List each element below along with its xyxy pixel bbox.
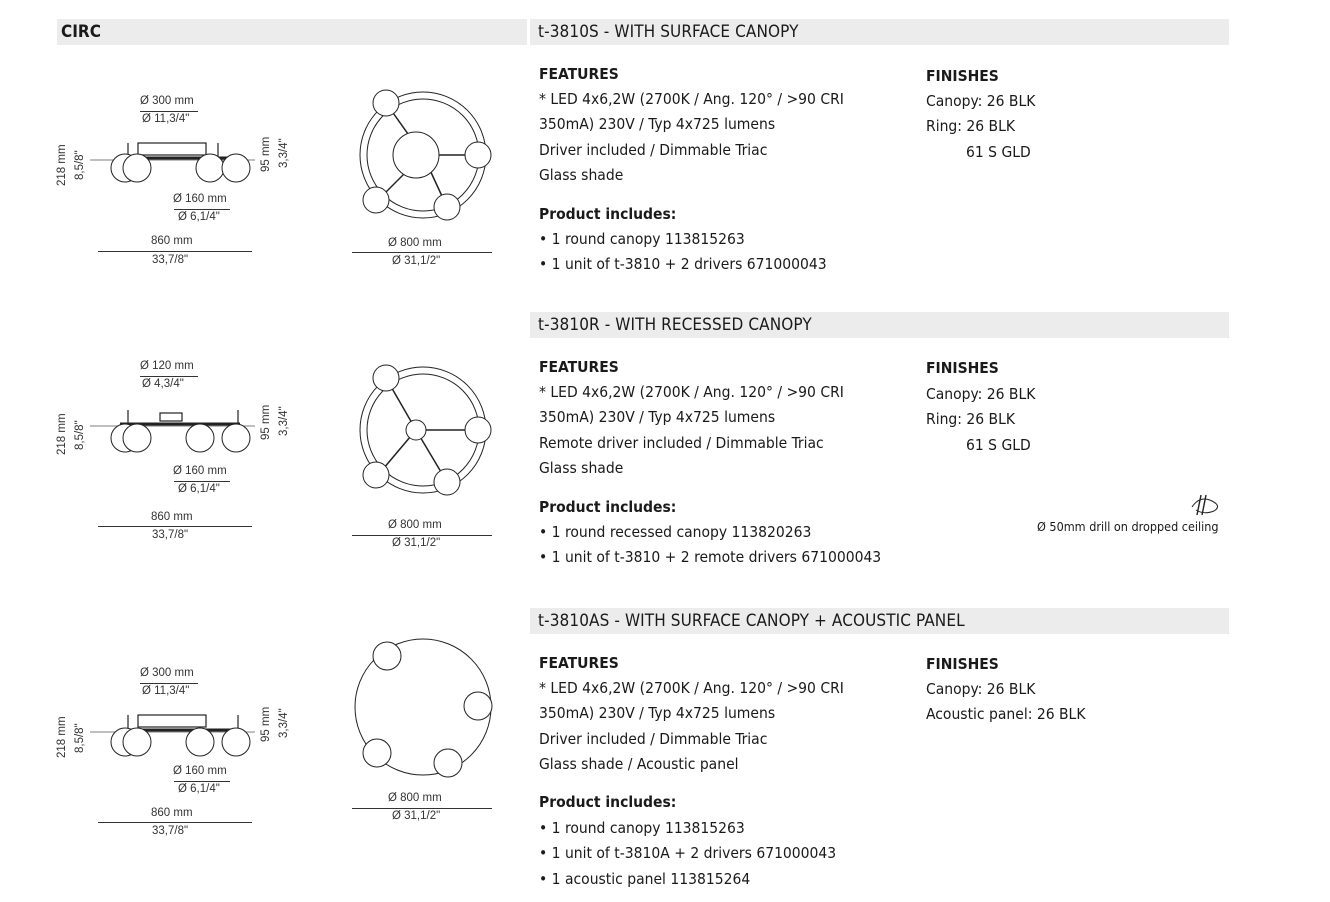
- finish-line: Canopy: 26 BLK: [926, 92, 1036, 110]
- height-mm: 218 mm: [56, 144, 68, 186]
- width-in: 33,7/8": [152, 254, 189, 266]
- width-mm: 860 mm: [151, 807, 193, 819]
- includes-list: [539, 816, 836, 892]
- feature-line: Glass shade: [539, 458, 624, 477]
- includes-list: [539, 227, 827, 278]
- overall-diameter-in: Ø 31,1/2": [392, 537, 441, 549]
- overall-diameter-mm: Ø 800 mm: [388, 519, 442, 531]
- height-mm: 218 mm: [56, 413, 68, 455]
- include-line: • 1 unit of t-3810A + 2 drivers 671000043: [539, 844, 837, 863]
- width-mm: 860 mm: [151, 511, 193, 523]
- dim-rule: [98, 822, 252, 823]
- drop-in: 3,3/4": [278, 708, 290, 738]
- side-elevation-drawing: [90, 130, 260, 190]
- shade-diameter-mm: Ø 160 mm: [173, 465, 227, 477]
- feature-line: 350mA) 230V / Typ 4x725 lumens: [539, 115, 776, 134]
- finishes-list: [926, 89, 1035, 165]
- finishes-heading: FINISHES: [926, 655, 999, 673]
- model-desc: - WITH RECESSED CANOPY: [599, 315, 812, 335]
- overall-diameter-mm: Ø 800 mm: [388, 237, 442, 249]
- side-elevation-drawing: [90, 400, 260, 460]
- finishes-list: [926, 382, 1035, 458]
- canopy-diameter-in: Ø 11,3/4": [142, 113, 190, 125]
- finish-line: Canopy: 26 BLK: [926, 680, 1036, 698]
- feature-line: Driver included / Dimmable Triac: [539, 140, 768, 159]
- dim-rule: [174, 209, 230, 210]
- dim-rule: [140, 683, 198, 684]
- include-line: • 1 unit of t-3810 + 2 remote drivers 671000043: [539, 548, 882, 567]
- family-header-bar: [57, 19, 527, 45]
- canopy-diameter-mm: Ø 300 mm: [140, 667, 194, 679]
- drill-icon: [1188, 493, 1224, 517]
- plan-view-drawing: [350, 85, 500, 235]
- features-list: [539, 380, 844, 481]
- features-list: [539, 87, 844, 188]
- overall-diameter-in: Ø 31,1/2": [392, 255, 441, 267]
- dim-rule: [98, 251, 252, 252]
- width-in: 33,7/8": [152, 825, 189, 837]
- plan-view-drawing: [350, 360, 500, 510]
- section-title: [538, 608, 965, 634]
- model-desc: - WITH SURFACE CANOPY: [598, 22, 799, 42]
- dim-rule: [140, 376, 198, 377]
- feature-line: Remote driver included / Dimmable Triac: [539, 433, 824, 452]
- model-code: t-3810AS: [538, 611, 610, 631]
- section-title: [538, 19, 799, 45]
- finishes-heading: FINISHES: [926, 359, 999, 377]
- finish-line: Ring: 26 BLK: [926, 117, 1016, 136]
- finish-line: Canopy: 26 BLK: [926, 385, 1036, 403]
- height-in: 8,5/8": [74, 150, 86, 180]
- shade-diameter-mm: Ø 160 mm: [173, 193, 227, 205]
- shade-diameter-in: Ø 6,1/4": [178, 483, 220, 495]
- overall-diameter-in: Ø 31,1/2": [392, 810, 441, 822]
- model-code: t-3810S: [538, 22, 599, 42]
- dim-rule: [140, 111, 198, 112]
- height-in: 8,5/8": [74, 723, 86, 753]
- finish-line: Acoustic panel: 26 BLK: [926, 705, 1086, 724]
- side-elevation-drawing: [90, 702, 260, 762]
- plan-view-drawing: [350, 642, 500, 792]
- feature-line: * LED 4x6,2W (2700K / Ang. 120° / >90 CRI: [539, 679, 844, 697]
- drop-in: 3,3/4": [278, 138, 290, 168]
- include-line: • 1 acoustic panel 113815264: [539, 869, 751, 888]
- overall-diameter-mm: Ø 800 mm: [388, 792, 442, 804]
- dim-rule: [352, 252, 492, 253]
- section-title: [538, 312, 812, 338]
- features-heading: FEATURES: [539, 358, 619, 376]
- drop-mm: 95 mm: [260, 706, 272, 742]
- shade-diameter-in: Ø 6,1/4": [178, 211, 220, 223]
- model-code: t-3810R: [538, 315, 600, 335]
- include-line: • 1 unit of t-3810 + 2 drivers 671000043: [539, 255, 827, 274]
- model-desc: - WITH SURFACE CANOPY + ACOUSTIC PANEL: [609, 611, 965, 631]
- includes-heading: Product includes:: [539, 205, 677, 223]
- feature-line: * LED 4x6,2W (2700K / Ang. 120° / >90 CRI: [539, 383, 844, 401]
- family-title: CIRC: [61, 22, 101, 42]
- width-mm: 860 mm: [151, 235, 193, 247]
- includes-heading: Product includes:: [539, 793, 677, 811]
- finish-line: 61 S GLD: [966, 435, 1031, 454]
- feature-line: Glass shade / Acoustic panel: [539, 754, 739, 773]
- width-in: 33,7/8": [152, 529, 189, 541]
- dim-rule: [98, 526, 252, 527]
- include-line: • 1 round canopy 113815263: [539, 819, 745, 837]
- includes-heading: Product includes:: [539, 498, 677, 516]
- feature-line: Driver included / Dimmable Triac: [539, 729, 768, 748]
- finish-line: Ring: 26 BLK: [926, 410, 1016, 429]
- dim-rule: [174, 781, 230, 782]
- canopy-diameter-mm: Ø 300 mm: [140, 95, 194, 107]
- shade-diameter-mm: Ø 160 mm: [173, 765, 227, 777]
- drop-mm: 95 mm: [260, 136, 272, 172]
- drop-mm: 95 mm: [260, 404, 272, 440]
- canopy-diameter-mm: Ø 120 mm: [140, 360, 194, 372]
- dim-rule: [352, 808, 492, 809]
- canopy-diameter-in: Ø 11,3/4": [142, 685, 190, 697]
- features-list: [539, 676, 844, 777]
- canopy-diameter-in: Ø 4,3/4": [142, 378, 184, 390]
- features-heading: FEATURES: [539, 654, 619, 672]
- includes-list: [539, 520, 881, 571]
- include-line: • 1 round recessed canopy 113820263: [539, 523, 812, 541]
- feature-line: Glass shade: [539, 165, 624, 184]
- feature-line: 350mA) 230V / Typ 4x725 lumens: [539, 704, 776, 723]
- drill-note: Ø 50mm drill on dropped ceiling: [1037, 519, 1219, 534]
- drop-in: 3,3/4": [278, 406, 290, 436]
- dim-rule: [174, 481, 230, 482]
- dim-rule: [352, 535, 492, 536]
- finishes-list: [926, 677, 1085, 728]
- feature-line: 350mA) 230V / Typ 4x725 lumens: [539, 408, 776, 427]
- height-in: 8,5/8": [74, 420, 86, 450]
- feature-line: * LED 4x6,2W (2700K / Ang. 120° / >90 CRI: [539, 90, 844, 108]
- finishes-heading: FINISHES: [926, 67, 999, 85]
- shade-diameter-in: Ø 6,1/4": [178, 783, 220, 795]
- include-line: • 1 round canopy 113815263: [539, 230, 745, 248]
- finish-line: 61 S GLD: [966, 142, 1031, 161]
- height-mm: 218 mm: [56, 716, 68, 758]
- features-heading: FEATURES: [539, 65, 619, 83]
